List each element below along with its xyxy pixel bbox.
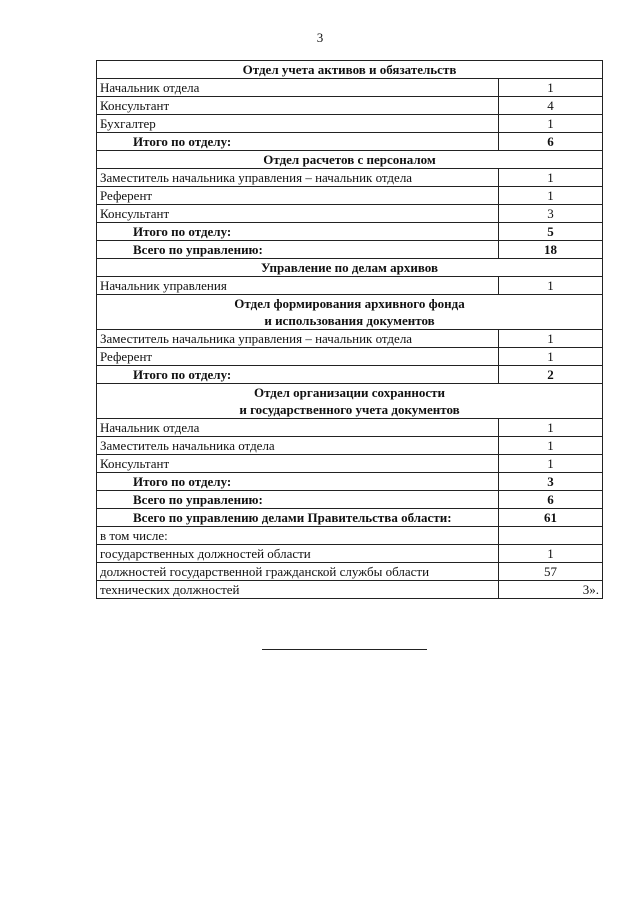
section-title-line: Отдел организации сохранности (253, 385, 446, 400)
section-header-row (97, 61, 603, 79)
total-row (97, 223, 603, 241)
section-header-row (97, 259, 603, 277)
section-title (97, 384, 603, 419)
total-count: 6 (499, 491, 603, 509)
section-title: Отдел учета активов и обязательств (97, 61, 603, 79)
position-count: 1 (499, 437, 603, 455)
position-row (97, 581, 603, 599)
section-title (97, 295, 603, 330)
total-label: Всего по управлению: (97, 491, 499, 509)
total-count: 6 (499, 133, 603, 151)
position-row (97, 115, 603, 133)
total-count: 2 (499, 366, 603, 384)
position-count (499, 527, 603, 545)
position-row (97, 79, 603, 97)
position-label: технических должностей (97, 581, 499, 599)
position-label: в том числе: (97, 527, 499, 545)
position-label: Начальник отдела (97, 79, 499, 97)
total-label: Всего по управлению: (97, 241, 499, 259)
position-row (97, 187, 603, 205)
position-label: Референт (97, 348, 499, 366)
position-row (97, 545, 603, 563)
total-count: 3 (499, 473, 603, 491)
position-row (97, 455, 603, 473)
position-label: Начальник отдела (97, 419, 499, 437)
position-count: 4 (499, 97, 603, 115)
position-count: 3 (499, 205, 603, 223)
position-count: 1 (499, 545, 603, 563)
position-label: Консультант (97, 455, 499, 473)
position-row (97, 527, 603, 545)
position-count: 1 (499, 330, 603, 348)
position-label: Заместитель начальника управления – начальник отдела (97, 169, 499, 187)
position-count: 1 (499, 79, 603, 97)
position-count: 1 (499, 348, 603, 366)
section-title: Отдел расчетов с персоналом (97, 151, 603, 169)
position-count: 1 (499, 419, 603, 437)
position-label: Бухгалтер (97, 115, 499, 133)
staffing-table-body (97, 61, 603, 599)
section-title: Управление по делам архивов (97, 259, 603, 277)
position-row (97, 277, 603, 295)
closing-rule (262, 649, 427, 650)
total-count: 61 (499, 509, 603, 527)
position-count: 1 (499, 115, 603, 133)
section-header-row (97, 295, 603, 330)
position-label: Заместитель начальника управления – начальник отдела (97, 330, 499, 348)
position-label: Консультант (97, 97, 499, 115)
position-row (97, 169, 603, 187)
section-header-row (97, 384, 603, 419)
total-count: 18 (499, 241, 603, 259)
total-row (97, 473, 603, 491)
position-count: 57 (499, 563, 603, 581)
section-header-row (97, 151, 603, 169)
total-row (97, 491, 603, 509)
position-label: должностей государственной гражданской службы области (97, 563, 499, 581)
total-label: Итого по отделу: (97, 223, 499, 241)
position-row (97, 205, 603, 223)
position-row (97, 97, 603, 115)
position-count: 1 (499, 277, 603, 295)
total-label: Итого по отделу: (97, 366, 499, 384)
position-row (97, 563, 603, 581)
position-count: 1 (499, 169, 603, 187)
total-label: Всего по управлению делами Правительства области: (97, 509, 499, 527)
position-row (97, 419, 603, 437)
total-row (97, 241, 603, 259)
position-label: государственных должностей области (97, 545, 499, 563)
position-count: 3». (499, 581, 603, 599)
total-label: Итого по отделу: (97, 473, 499, 491)
page-number: 3 (316, 30, 324, 45)
section-title-line: и государственного учета документов (239, 402, 460, 417)
position-label: Консультант (97, 205, 499, 223)
position-row (97, 348, 603, 366)
total-label: Итого по отделу: (97, 133, 499, 151)
position-row (97, 437, 603, 455)
position-row (97, 330, 603, 348)
position-label: Заместитель начальника отдела (97, 437, 499, 455)
total-row (97, 509, 603, 527)
total-row (97, 133, 603, 151)
section-title-line: Отдел формирования архивного фонда (234, 296, 465, 311)
section-title-line: и использования документов (264, 313, 435, 328)
position-label: Начальник управления (97, 277, 499, 295)
total-count: 5 (499, 223, 603, 241)
staffing-table (96, 60, 603, 599)
total-row (97, 366, 603, 384)
position-count: 1 (499, 455, 603, 473)
position-count: 1 (499, 187, 603, 205)
position-label: Референт (97, 187, 499, 205)
